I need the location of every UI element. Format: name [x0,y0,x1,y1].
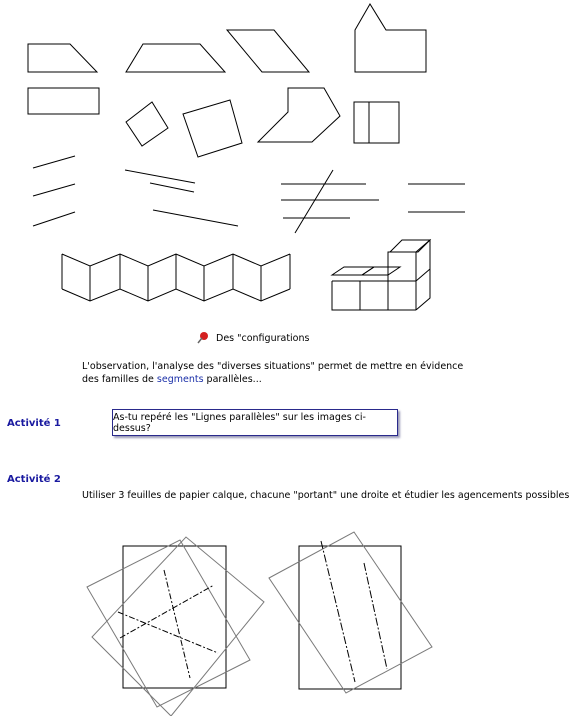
tracing-sheet-rotated-3 [269,532,432,693]
segment [125,170,195,183]
line-drawn [364,563,387,669]
segment [33,212,75,226]
trapezoid-shape-2 [126,44,225,72]
caption-text: Des "configurations [216,332,310,344]
activity-1-label: Activité 1 [7,418,61,429]
irregular-shape [258,88,340,142]
segments-link[interactable]: segments [156,374,204,385]
segment [33,156,75,168]
activity-2-label: Activité 2 [7,474,61,485]
split-rectangle-shape [354,102,399,143]
activity-1-question-box [112,409,398,436]
square-tilted-shape-2 [183,100,242,157]
activity-2-instruction: Utiliser 3 feuilles de papier calque, chacune "portant" une droite et étudier les agencements possibles [82,490,569,501]
activity-1-question: As-tu repéré les "Lignes parallèles" sur les images ci-dessus? [113,411,366,434]
tracing-sheet-rotated-2 [92,537,264,716]
house-shape [355,4,426,72]
line-drawn [118,612,218,653]
intro-paragraph [82,360,482,386]
tracing-sheet-frame [123,546,226,688]
pushpin-icon [196,331,210,345]
paragraph-text: L'observation, l'analyse des "diverses situations" permet de mettre en évidence des familles de [82,361,464,385]
figure-caption [196,331,309,345]
cubes-shape [332,240,430,310]
segment [153,210,238,226]
folded-strip-shape [62,254,290,301]
rectangle-shape [28,88,99,114]
parallelogram-shape [227,30,309,72]
tracing-sheet-frame-2 [299,546,401,689]
trapezoid-shape [28,44,97,72]
line-drawn [120,585,214,638]
line-drawn [164,570,190,678]
transversal [295,170,333,233]
square-tilted-shape [126,102,168,146]
segment [33,184,75,196]
paragraph-text-end: parallèles... [203,374,262,385]
segment [150,183,194,192]
line-drawn [321,541,355,682]
